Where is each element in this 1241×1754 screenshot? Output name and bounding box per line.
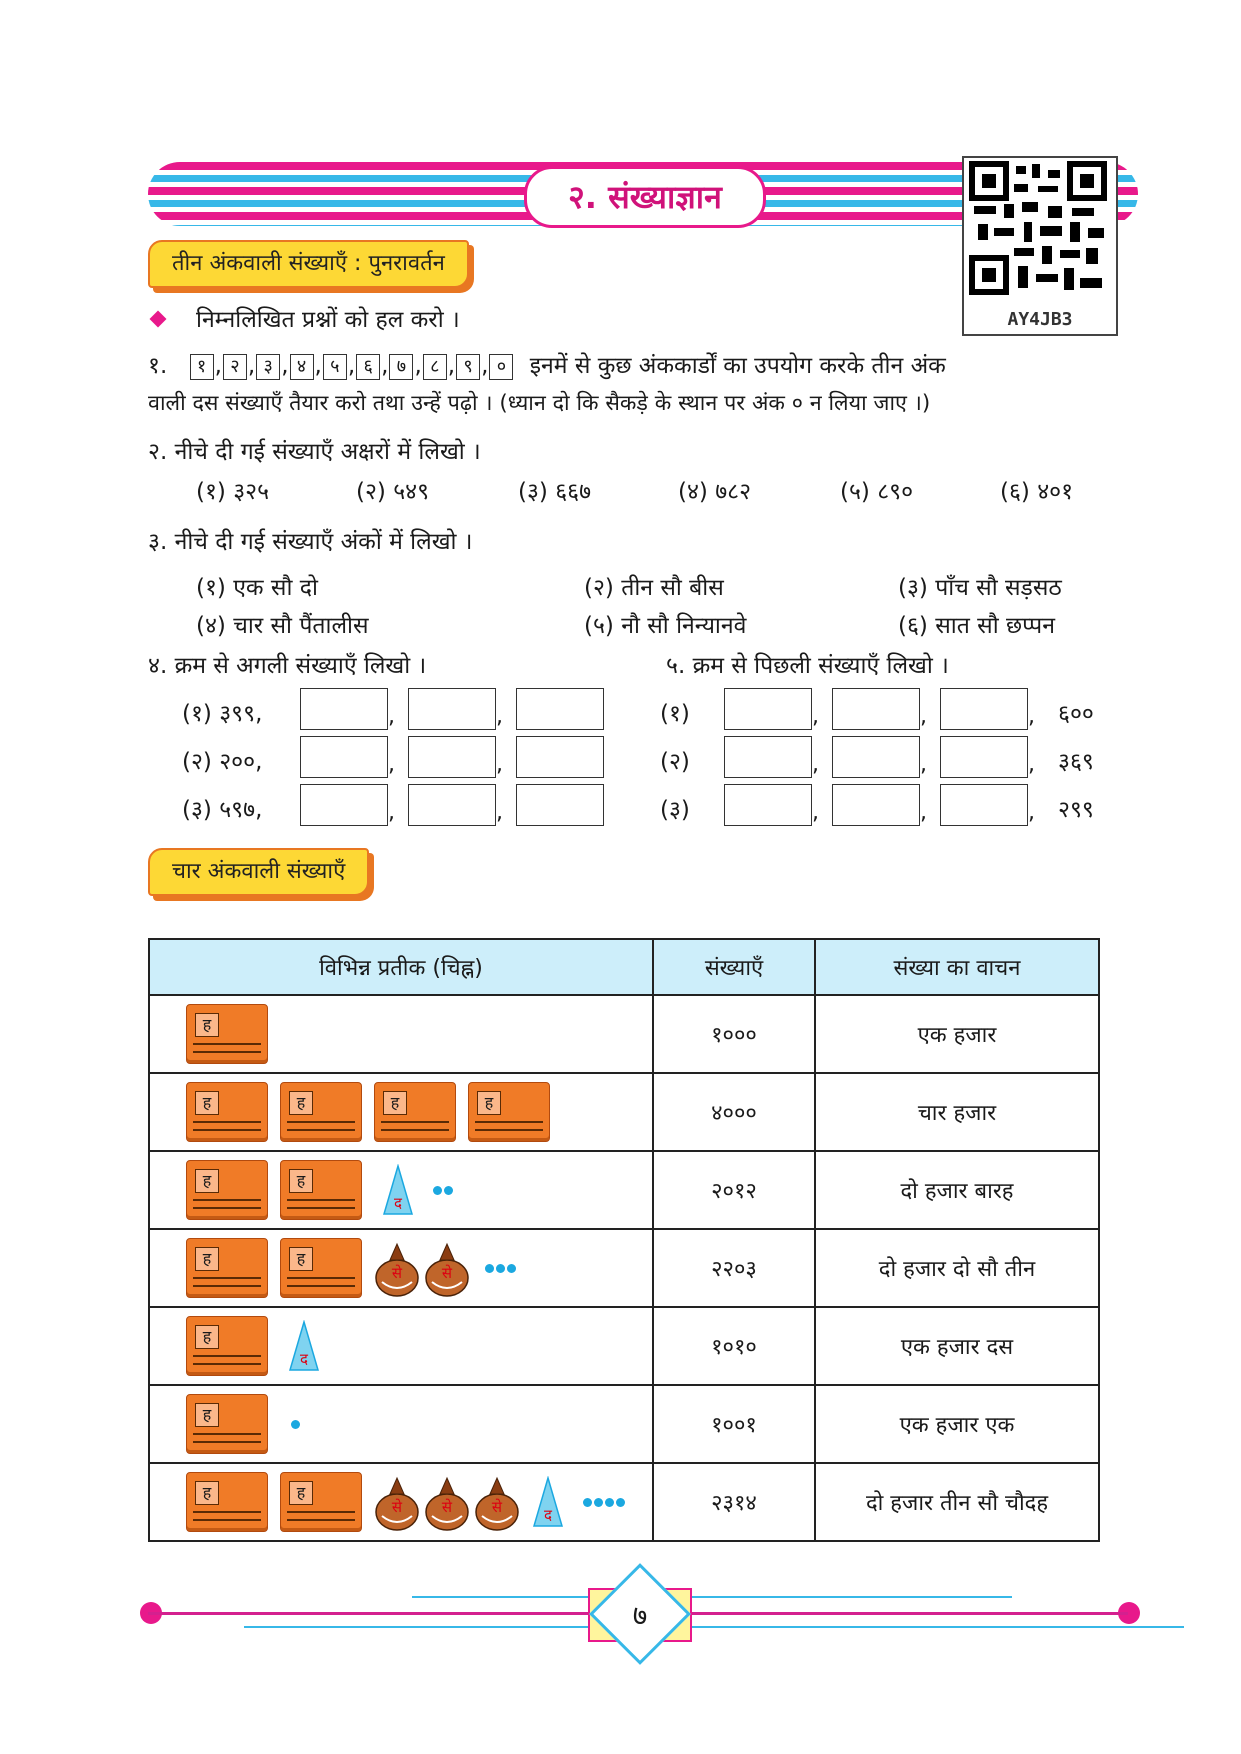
section-tag-three-digit: तीन अंकवाली संख्याएँ : पुनरावर्तन	[148, 240, 469, 288]
one-dot-icon	[507, 1264, 516, 1273]
symbols-cell	[149, 1151, 653, 1229]
thousand-block-icon	[186, 1160, 268, 1220]
reading-cell: एक हजार एक	[815, 1385, 1099, 1463]
answer-box[interactable]	[516, 736, 604, 778]
header-numbers: संख्याएँ	[653, 939, 815, 995]
symbols-cell	[149, 1385, 653, 1463]
hundred-letter: से	[441, 1498, 453, 1516]
bullet-diamond-icon	[150, 311, 167, 328]
one-dot-icon	[433, 1186, 442, 1195]
answer-box[interactable]	[724, 736, 812, 778]
comma: ,	[1028, 752, 1035, 777]
thousand-block-icon	[280, 1472, 362, 1532]
answer-box[interactable]	[832, 784, 920, 826]
answer-box[interactable]	[300, 784, 388, 826]
thousand-letter: ह	[383, 1091, 407, 1115]
digit-cards: १ , २ , ३ , ४ , ५ , ६ , ७ , ८ , ९ , ०	[189, 353, 522, 379]
q4-text: ४. क्रम से अगली संख्याएँ लिखो ।	[148, 653, 427, 679]
number-cell: २३१४	[653, 1463, 815, 1541]
thousand-block-icon	[186, 1004, 268, 1064]
section-tag-four-digit: चार अंकवाली संख्याएँ	[148, 848, 369, 896]
answer-box[interactable]	[408, 784, 496, 826]
ones-dots	[432, 1177, 454, 1202]
chapter-title: २. संख्याज्ञान	[524, 166, 766, 228]
instruction-text: निम्नलिखित प्रश्नों को हल करो ।	[196, 307, 460, 333]
answer-box[interactable]	[408, 736, 496, 778]
number-cell: १०१०	[653, 1307, 815, 1385]
header-reading: संख्या का वाचन	[815, 939, 1099, 995]
ten-triangle-icon	[382, 1164, 414, 1216]
thousand-block-icon	[280, 1082, 362, 1142]
number-cell: २०१२	[653, 1151, 815, 1229]
symbols-cell	[149, 1307, 653, 1385]
answer-box[interactable]	[940, 736, 1028, 778]
ten-letter: द	[300, 1350, 308, 1368]
reading-cell: दो हजार तीन सौ चौदह	[815, 1463, 1099, 1541]
table-row	[149, 1151, 1099, 1229]
answer-box[interactable]	[300, 688, 388, 730]
hundred-bag-icon	[374, 1238, 420, 1298]
q1-line-1	[148, 348, 946, 380]
q5-end-1: ६००	[1058, 701, 1094, 727]
q3-item-3: (३) पाँच सौ सड़सठ	[898, 575, 1062, 601]
ten-triangle-icon	[288, 1320, 320, 1372]
comma: ,	[388, 800, 395, 825]
one-dot-icon	[594, 1498, 603, 1507]
q3-item-4: (४) चार सौ पैंतालीस	[196, 613, 369, 639]
thousand-letter: ह	[195, 1247, 219, 1271]
header-symbols: विभिन्न प्रतीक (चिह्न)	[149, 939, 653, 995]
symbols-cell	[149, 1073, 653, 1151]
comma: ,	[496, 704, 503, 729]
digit-card: ८	[423, 354, 447, 380]
q5-end-2: ३६९	[1058, 749, 1094, 775]
one-dot-icon	[616, 1498, 625, 1507]
ten-letter: द	[544, 1506, 552, 1524]
qr-code-label: AY4JB3	[1007, 309, 1073, 330]
number-cell: ४०००	[653, 1073, 815, 1151]
q2-item-5: (५) ८९०	[840, 479, 914, 505]
reading-cell: दो हजार बारह	[815, 1151, 1099, 1229]
thousand-block-icon	[186, 1082, 268, 1142]
q2-item-1: (१) ३२५	[196, 479, 270, 505]
q2-item-4: (४) ७८२	[678, 479, 752, 505]
q5-label-2: (२)	[660, 749, 690, 775]
one-dot-icon	[485, 1264, 494, 1273]
ten-triangle-icon	[532, 1476, 564, 1528]
q1-text-a: इनमें से कुछ अंककार्डों का उपयोग करके तीन अंक	[529, 353, 946, 379]
q3-item-6: (६) सात सौ छप्पन	[898, 613, 1055, 639]
digit-card: ७	[389, 354, 413, 380]
number-cell: १००१	[653, 1385, 815, 1463]
ones-dots	[290, 1411, 301, 1436]
hundred-bag-icon	[474, 1472, 520, 1532]
answer-box[interactable]	[408, 688, 496, 730]
one-dot-icon	[583, 1498, 592, 1507]
q3-item-2: (२) तीन सौ बीस	[584, 575, 724, 601]
thousand-letter: ह	[195, 1481, 219, 1505]
answer-box[interactable]	[724, 784, 812, 826]
digit-card: ३	[256, 354, 280, 380]
symbols-cell	[149, 995, 653, 1073]
reading-cell: एक हजार दस	[815, 1307, 1099, 1385]
digit-card: ०	[489, 354, 513, 380]
hundred-bag-icon	[424, 1472, 470, 1532]
one-dot-icon	[444, 1186, 453, 1195]
number-cell: १०००	[653, 995, 815, 1073]
thousand-block-icon	[186, 1394, 268, 1454]
thousand-letter: ह	[289, 1169, 313, 1193]
table-body	[149, 995, 1099, 1541]
answer-box[interactable]	[940, 784, 1028, 826]
footer-line-blue-bottom	[244, 1626, 1184, 1628]
answer-box[interactable]	[516, 784, 604, 826]
comma: ,	[496, 800, 503, 825]
thousand-letter: ह	[289, 1091, 313, 1115]
q2-text: २. नीचे दी गई संख्याएँ अक्षरों में लिखो ।	[148, 439, 481, 465]
ones-dots	[484, 1255, 517, 1280]
comma: ,	[812, 800, 819, 825]
answer-box[interactable]	[300, 736, 388, 778]
thousand-letter: ह	[289, 1481, 313, 1505]
q2-item-6: (६) ४०१	[1000, 479, 1074, 505]
answer-box[interactable]	[724, 688, 812, 730]
q2-item-3: (३) ६६७	[518, 479, 592, 505]
answer-box[interactable]	[516, 688, 604, 730]
thousand-letter: ह	[195, 1403, 219, 1427]
one-dot-icon	[291, 1420, 300, 1429]
answer-box[interactable]	[832, 688, 920, 730]
thousand-letter: ह	[477, 1091, 501, 1115]
page-number: ७	[632, 1599, 648, 1632]
q5-label-3: (३)	[660, 797, 690, 823]
comma: ,	[388, 752, 395, 777]
symbols-cell	[149, 1229, 653, 1307]
comma: ,	[388, 704, 395, 729]
q5-text: ५. क्रम से पिछली संख्याएँ लिखो ।	[666, 653, 949, 679]
q2-item-2: (२) ५४९	[356, 479, 430, 505]
thousand-letter: ह	[195, 1169, 219, 1193]
table-row	[149, 1463, 1099, 1541]
q3-text: ३. नीचे दी गई संख्याएँ अंकों में लिखो ।	[148, 529, 473, 555]
hundred-letter: से	[491, 1498, 503, 1516]
reading-cell: एक हजार	[815, 995, 1099, 1073]
digit-card: २	[223, 354, 247, 380]
number-cell: २२०३	[653, 1229, 815, 1307]
comma: ,	[812, 752, 819, 777]
table-row	[149, 1229, 1099, 1307]
table-row	[149, 1073, 1099, 1151]
hundred-bag-icon	[374, 1472, 420, 1532]
reading-cell: चार हजार	[815, 1073, 1099, 1151]
four-digit-table	[148, 938, 1100, 1524]
hundred-letter: से	[391, 1264, 403, 1282]
qr-code[interactable]	[962, 156, 1118, 336]
q5-end-3: २९९	[1058, 797, 1094, 823]
digit-card: १	[190, 354, 214, 380]
comma: ,	[920, 752, 927, 777]
ones-dots	[582, 1489, 626, 1514]
table-row	[149, 995, 1099, 1073]
digit-card: ९	[456, 354, 480, 380]
q4-item-1: (१) ३९९,	[182, 701, 263, 727]
comma: ,	[812, 704, 819, 729]
ten-letter: द	[394, 1194, 402, 1212]
q5-label-1: (१)	[660, 701, 690, 727]
comma: ,	[920, 704, 927, 729]
thousand-block-icon	[186, 1238, 268, 1298]
one-dot-icon	[496, 1264, 505, 1273]
footer-line-blue-top	[412, 1596, 1012, 1598]
thousand-block-icon	[280, 1160, 362, 1220]
thousand-letter: ह	[195, 1013, 219, 1037]
q4-item-2: (२) २००,	[182, 749, 263, 775]
q4-item-3: (३) ५९७,	[182, 797, 263, 823]
thousand-block-icon	[468, 1082, 550, 1142]
hundred-bag-icon	[424, 1238, 470, 1298]
qr-pattern-icon	[964, 158, 1112, 298]
digit-card: ५	[323, 354, 347, 380]
digit-card: ४	[290, 354, 314, 380]
thousand-block-icon	[186, 1316, 268, 1376]
one-dot-icon	[605, 1498, 614, 1507]
answer-box[interactable]	[940, 688, 1028, 730]
answer-box[interactable]	[832, 736, 920, 778]
reading-cell: दो हजार दो सौ तीन	[815, 1229, 1099, 1307]
thousand-letter: ह	[289, 1247, 313, 1271]
hundred-letter: से	[391, 1498, 403, 1516]
table-row	[149, 1385, 1099, 1463]
symbols-cell	[149, 1463, 653, 1541]
q3-item-5: (५) नौ सौ निन्यानवे	[584, 613, 747, 639]
comma: ,	[1028, 704, 1035, 729]
comma: ,	[496, 752, 503, 777]
q1-number: १.	[148, 353, 168, 379]
thousand-block-icon	[186, 1472, 268, 1532]
thousand-block-icon	[280, 1238, 362, 1298]
thousand-block-icon	[374, 1082, 456, 1142]
hundred-letter: से	[441, 1264, 453, 1282]
comma: ,	[1028, 800, 1035, 825]
table-row	[149, 1307, 1099, 1385]
comma: ,	[920, 800, 927, 825]
q1-text-b: वाली दस संख्याएँ तैयार करो तथा उन्हें पढ़ो । (ध्यान दो कि सैकड़े के स्थान पर अंक ० न लिया जाए ।)	[148, 391, 931, 416]
q3-item-1: (१) एक सौ दो	[196, 575, 318, 601]
thousand-letter: ह	[195, 1091, 219, 1115]
thousand-letter: ह	[195, 1325, 219, 1349]
digit-card: ६	[356, 354, 380, 380]
